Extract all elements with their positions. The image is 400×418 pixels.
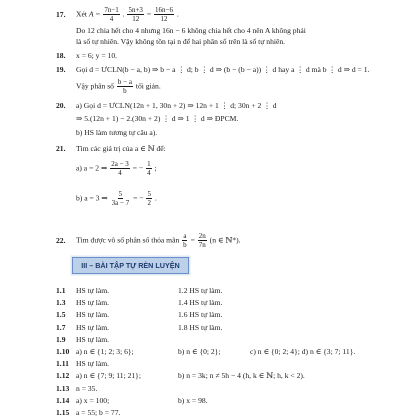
fraction: $\frac{1}{4}$ — [147, 160, 151, 177]
fraction: $\frac{a}{b}$ — [183, 232, 187, 249]
fraction: $\frac{b - a}{b}$ — [117, 78, 132, 95]
fraction: $\frac{5}{2}$ — [147, 190, 151, 207]
fraction: $\frac{7n-1}{4}$ — [104, 6, 119, 23]
problem-17-number: 17. — [56, 10, 66, 19]
fraction: $\frac{5n+3}{12}$ — [128, 6, 143, 23]
fraction: $\frac{2a - 3}{4}$ — [111, 160, 129, 177]
document-page: 17. Xét A = $\frac{7n-1}{4}$ . $\frac{5n+3}{12}$ = $\frac{16n-6}{12}$ . Do 12 chia hết cho 4 nhưng 16n − 6 không chia hết cho 4 nên A không phải là số tự nhiên. Vậy không tồn tại n để hai phân số trên là số tự nhiên. 18. x = 6; y = 10. 19. Gọi d = ƯCLN(b − a, b) ⇒ b − a ⋮ d; b ⋮ d ⇒ (b − (b − a)) ⋮ d hay a ⋮ d mà b ⋮ d ⇒ d = 1. Vậy phân số $\frac{b - a}{b}$ tối giản. 20. a) Gọi d = ƯCLN(12n + 1, 30n + 2) ⇒ 12n + 1 ⋮ d; 30n + 2 ⋮ d ⇒ 5.(12n + 1) − 2.(30n + 2) ⋮ d ⇒ 1 ⋮ d ⇒ ĐPCM. b) HS làm tương tự câu a). 21. Tìm các giá trị của a ∈ ℕ để: a) a = 2 ⇒ $\frac{2a - 3}{4}$ = − $\frac{1}{4}$ ; b) a = 3 ⇒ $\frac{5}{3a - 7}$ = − $\frac{5}{2}$ . 22. Tìm được vô số phân số thỏa mãn $\frac{a}{b}$ = $\frac{2n}{7n}$ (n ∈ ℕ*). III – BÀI TẬP TỰ RÈN LUYỆN 1.1 HS tự làm. 1.2 HS tự làm. 1.3 HS tự làm. 1.4 HS tự làm. 1.5 HS tự làm. 1.6 HS tự làm. 1.7 HS tự làm. 1.8 HS tự làm. 1.9 HS tự làm. 1.10 a) n ∈ {1; 2; 3; 6}; b) n ∈ {0; 2}; c) n ∈ {0; 2; 4}; d) n ∈ {3; 7; 11}. 1.11 HS tự làm. 1.12 a) n ∈ {7; 9; 11; 21}; b) n = 3k; n ≠ 5h − 4 (h, k ∈ ℕ; h, k < 2). 1.13 n = 35. 1.14 a) x = 100; b) x = 98. 1.15 a = 55; b = 77. — [56, 6, 370, 417]
fraction: $\frac{5}{3a - 7}$ — [111, 190, 130, 207]
section-banner: III – BÀI TẬP TỰ RÈN LUYỆN — [72, 257, 189, 274]
fraction: $\frac{2n}{7n}$ — [198, 232, 206, 249]
fraction: $\frac{16n-6}{12}$ — [155, 6, 173, 23]
